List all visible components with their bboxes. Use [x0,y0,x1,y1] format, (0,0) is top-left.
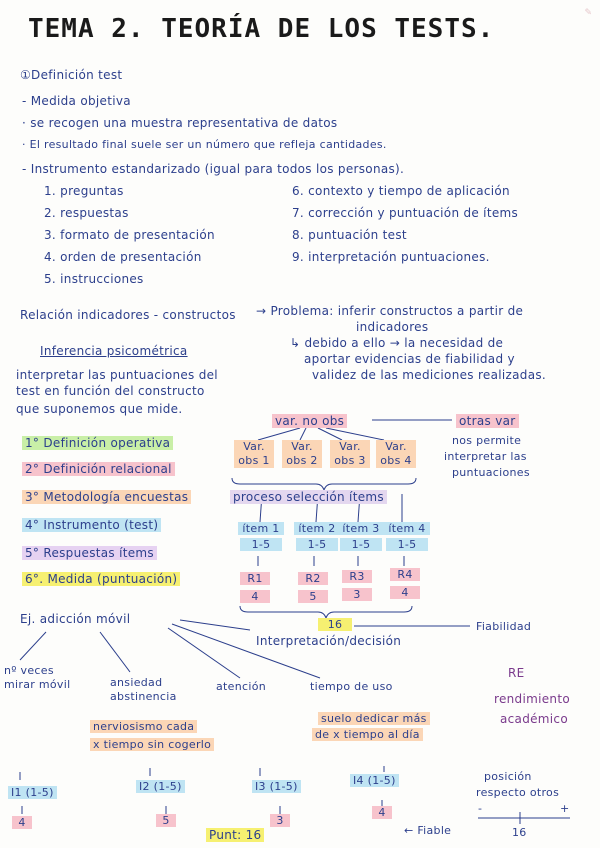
otras-desc-3: puntuaciones [452,466,530,479]
step-2: 2° Definición relacional [22,462,175,476]
example-heading: Ej. adicción móvil [20,612,131,626]
var-obs-3: Var. obs 3 [330,440,370,468]
pencil-mark: ✎ [584,8,592,18]
relation-due-1: ↳ debido a ello → la necesidad de [290,336,504,350]
axis-value: 16 [512,826,527,839]
posicion-1: posición [484,770,532,783]
item-4-scale: 1-5 [386,538,428,551]
score-3: 3 [342,588,372,601]
item-2: ítem 2 [294,522,340,535]
response-2: R2 [298,572,328,585]
axis-plus: + [560,802,570,815]
otras-var: otras var [456,414,519,428]
step-5: 5° Respuestas ítems [22,546,157,560]
detail-2: x tiempo sin cogerlo [90,738,214,751]
var-no-obs: var. no obs [272,414,347,428]
var-obs-1: Var. obs 1 [234,440,274,468]
re-label: RE [508,666,525,680]
otras-desc-1: nos permite [452,434,522,447]
relation-due-3: validez de las mediciones realizadas. [312,368,547,382]
score-4: 4 [390,586,420,599]
list-left-1: 1. preguntas [44,184,124,198]
interp-label: Interpretación/decisión [256,634,402,648]
example-item-1: I1 (1-5) [8,786,57,799]
list-right-6: 6. contexto y tiempo de aplicación [292,184,510,198]
list-left-5: 5. instrucciones [44,272,144,286]
fiabilidad-label: Fiabilidad [476,620,532,633]
page-title: TEMA 2. TEORÍA DE LOS TESTS. [28,14,495,44]
list-right-8: 8. puntuación test [292,228,407,242]
item-1-scale: 1-5 [240,538,282,551]
branch-3: atención [216,680,266,693]
example-score-4: 4 [372,806,392,819]
relation-due-2: aportar evidencias de fiabilidad y [304,352,515,366]
detail-4: de x tiempo al día [312,728,423,741]
branch-4: tiempo de uso [310,680,393,693]
score-1: 4 [240,590,270,603]
detail-3: suelo dedicar más [318,712,430,725]
item-1: ítem 1 [238,522,284,535]
item-3-scale: 1-5 [340,538,382,551]
step-1: 1° Definición operativa [22,436,173,450]
inference-line-1: interpretar las puntuaciones del [16,368,218,382]
list-left-2: 2. respuestas [44,206,129,220]
detail-1: nerviosismo cada [90,720,197,733]
var-obs-2: Var. obs 2 [282,440,322,468]
fiable-label: ← Fiable [404,824,452,837]
step-3: 3° Metodología encuestas [22,490,191,504]
example-punt: Punt: 16 [206,828,264,842]
list-right-9: 9. interpretación puntuaciones. [292,250,490,264]
otras-desc-2: interpretar las [444,450,527,463]
inference-heading: Inferencia psicométrica [40,344,188,358]
var-obs-4: Var. obs 4 [376,440,416,468]
proceso-seleccion: proceso selección ítems [230,490,387,504]
item-4: ítem 4 [384,522,430,535]
axis-minus: - [478,802,483,815]
list-right-7: 7. corrección y puntuación de ítems [292,206,519,220]
branch-2: ansiedad abstinencia [110,676,177,703]
inference-line-3: que suponemos que mide. [16,402,183,416]
step-4: 4° Instrumento (test) [22,518,161,532]
bullet-4: - Instrumento estandarizado (igual para todos los personas). [22,162,405,176]
relation-left: Relación indicadores - constructos [20,308,236,322]
rendimiento-2: académico [500,712,568,726]
relation-problem-2: indicadores [356,320,429,334]
example-item-4: I4 (1-5) [350,774,399,787]
score-2: 5 [298,590,328,603]
bullet-3: · El resultado final suele ser un número que refleja cantidades. [22,138,387,151]
example-item-3: I3 (1-5) [252,780,301,793]
list-left-3: 3. formato de presentación [44,228,215,242]
total-score: 16 [318,618,352,631]
branch-1: nº veces mirar móvil [4,664,71,691]
example-score-3: 3 [270,814,290,827]
example-score-1: 4 [12,816,32,829]
step-6: 6°. Medida (puntuación) [22,572,180,586]
item-2-scale: 1-5 [296,538,338,551]
response-3: R3 [342,570,372,583]
posicion-2: respecto otros [476,786,560,799]
bullet-1: - Medida objetiva [22,94,131,108]
example-score-2: 5 [156,814,176,827]
section1-heading: ①Definición test [20,68,123,82]
response-4: R4 [390,568,420,581]
relation-problem: → Problema: inferir constructos a partir de [256,304,524,318]
list-left-4: 4. orden de presentación [44,250,202,264]
inference-line-2: test en función del constructo [16,384,205,398]
response-1: R1 [240,572,270,585]
item-3: ítem 3 [338,522,384,535]
example-item-2: I2 (1-5) [136,780,185,793]
bullet-2: · se recogen una muestra representativa de datos [22,116,338,130]
rendimiento-1: rendimiento [494,692,570,706]
